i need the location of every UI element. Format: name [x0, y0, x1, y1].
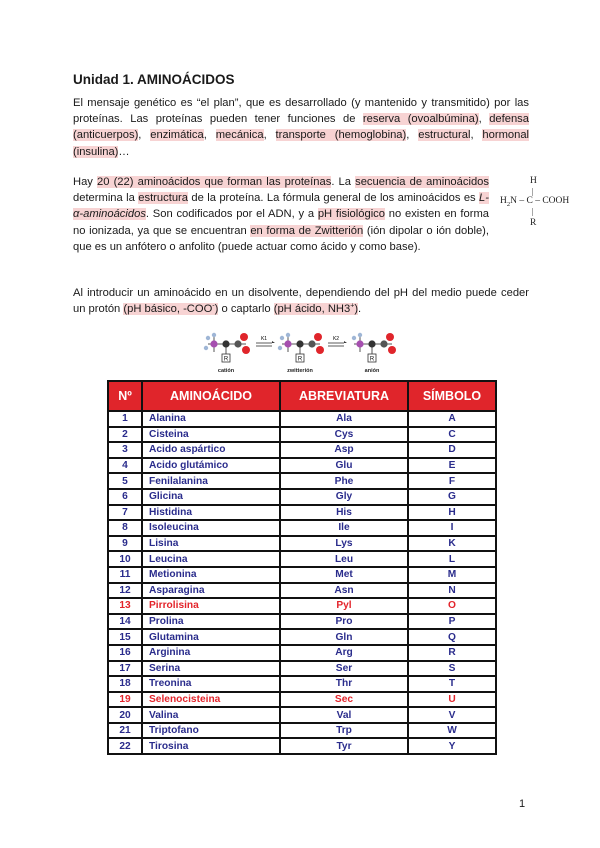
- cell-aminoacid: Cisteina: [142, 427, 280, 443]
- text-run: ,: [203, 129, 216, 142]
- cell-abbreviation: Pyl: [280, 598, 408, 614]
- highlight-estructural: estructural: [418, 129, 471, 142]
- cell-number: 16: [108, 645, 142, 661]
- header-aminoacid: AMINOÁCIDO: [142, 381, 280, 411]
- k2-label: K2: [332, 336, 340, 342]
- formula-h-top: H: [530, 176, 537, 186]
- zwitterion-molecule: [278, 333, 324, 363]
- cation-label: catión: [217, 368, 235, 374]
- cell-symbol: S: [408, 661, 496, 677]
- table-row: [108, 442, 496, 458]
- table-row: [108, 661, 496, 677]
- text-run: ,: [478, 113, 490, 126]
- ionization-diagram: [200, 330, 400, 374]
- k2-arrow: [328, 336, 347, 346]
- cell-aminoacid: Valina: [142, 707, 280, 723]
- table-row: [108, 489, 496, 505]
- formula-chain: N – C – COOH: [510, 196, 570, 206]
- cell-abbreviation: Tyr: [280, 738, 408, 754]
- cell-aminoacid: Metionina: [142, 567, 280, 583]
- formula-subscript: 2: [506, 200, 511, 208]
- table-row: [108, 473, 496, 489]
- cell-aminoacid: Serina: [142, 661, 280, 677]
- text-run: (pH básico, -COO: [123, 303, 213, 316]
- highlight-ph-basico: [123, 303, 218, 315]
- cell-abbreviation: Lys: [280, 536, 408, 552]
- cell-abbreviation: Ser: [280, 661, 408, 677]
- text-run: . La: [331, 176, 356, 188]
- header-symbol: SÍMBOLO: [408, 381, 496, 411]
- cell-aminoacid: Lisina: [142, 536, 280, 552]
- highlight-hormonal: hormonal (insulina): [73, 129, 530, 158]
- cell-symbol: I: [408, 520, 496, 536]
- text-run: ): [354, 303, 359, 316]
- cell-symbol: D: [408, 442, 496, 458]
- table-row: [108, 723, 496, 739]
- cell-symbol: M: [408, 567, 496, 583]
- cell-number: 8: [108, 520, 142, 536]
- cell-aminoacid: Leucina: [142, 551, 280, 567]
- cell-symbol: F: [408, 473, 496, 489]
- cell-abbreviation: Phe: [280, 473, 408, 489]
- cell-number: 20: [108, 707, 142, 723]
- cell-number: 1: [108, 411, 142, 427]
- table-row: [108, 692, 496, 708]
- intro-paragraph: [73, 95, 529, 160]
- text-run: (pH ácido, NH3: [273, 303, 351, 316]
- cell-aminoacid: Tirosina: [142, 738, 280, 754]
- k1-label: K1: [260, 336, 268, 342]
- text-run: Hay: [73, 176, 98, 188]
- highlight-20-aminoacids: 20 (22) aminoácidos que forman las proteínas: [97, 176, 332, 188]
- text-run: ): [214, 303, 219, 316]
- cell-aminoacid: Arginina: [142, 645, 280, 661]
- cell-abbreviation: Gln: [280, 629, 408, 645]
- zwitterion-label: zwitterión: [287, 368, 313, 374]
- cell-number: 6: [108, 489, 142, 505]
- table-row: [108, 676, 496, 692]
- diagram-r-label: R: [369, 356, 375, 363]
- cell-number: 22: [108, 738, 142, 754]
- cell-abbreviation: Ile: [280, 520, 408, 536]
- cell-symbol: G: [408, 489, 496, 505]
- cell-aminoacid: Histidina: [142, 505, 280, 521]
- cell-aminoacid: Selenocisteina: [142, 692, 280, 708]
- cell-abbreviation: Leu: [280, 551, 408, 567]
- formula-bond-bottom: |: [532, 207, 534, 216]
- text-run: .: [358, 303, 362, 316]
- cell-number: 3: [108, 442, 142, 458]
- diagram-r-label: R: [223, 356, 229, 363]
- cell-symbol: P: [408, 614, 496, 630]
- anion-label: anión: [364, 368, 380, 374]
- text-run: El mensaje genético es “el plan”, que es desarrollado (y mantenido y transmitido) por las proteínas. Las proteínas pueden tener funciones de: [73, 97, 529, 126]
- cell-abbreviation: Ala: [280, 411, 408, 427]
- cell-symbol: N: [408, 583, 496, 599]
- superscript: +: [350, 302, 355, 310]
- cell-symbol: A: [408, 411, 496, 427]
- table-row: [108, 738, 496, 754]
- cell-number: 10: [108, 551, 142, 567]
- cell-abbreviation: Pro: [280, 614, 408, 630]
- cell-aminoacid: Isoleucina: [142, 520, 280, 536]
- cell-number: 19: [108, 692, 142, 708]
- table-row: [108, 411, 496, 427]
- table-row: [108, 458, 496, 474]
- cell-abbreviation: Thr: [280, 676, 408, 692]
- cell-symbol: C: [408, 427, 496, 443]
- cell-symbol: R: [408, 645, 496, 661]
- header-abbreviation: ABREVIATURA: [280, 381, 408, 411]
- header-number: Nº: [108, 381, 142, 411]
- text-run: no existen en forma no ionizada, ya que se encuentran: [73, 208, 489, 237]
- unit-title: Unidad 1. AMINOÁCIDOS: [73, 72, 235, 87]
- page-number: 1: [519, 798, 526, 810]
- cell-number: 5: [108, 473, 142, 489]
- table-row: [108, 427, 496, 443]
- cell-number: 4: [108, 458, 142, 474]
- table-row: [108, 536, 496, 552]
- cell-number: 12: [108, 583, 142, 599]
- highlight-transporte: transporte (hemoglobina): [275, 129, 407, 142]
- cell-symbol: E: [408, 458, 496, 474]
- highlight-mecanica: mecánica: [215, 129, 264, 142]
- cell-number: 7: [108, 505, 142, 521]
- text-run: determina la: [73, 192, 139, 205]
- text-run: ,: [263, 129, 276, 142]
- cell-aminoacid: Treonina: [142, 676, 280, 692]
- cell-abbreviation: Sec: [280, 692, 408, 708]
- cell-abbreviation: Arg: [280, 645, 408, 661]
- text-run: . Son codificados por el ADN, y a: [145, 208, 318, 221]
- cell-aminoacid: Glicina: [142, 489, 280, 505]
- cell-symbol: T: [408, 676, 496, 692]
- cell-abbreviation: Gly: [280, 489, 408, 505]
- highlight-ph-fisiologico: pH fisiológico: [317, 208, 386, 221]
- cation-molecule: [204, 333, 250, 363]
- text-run: o captarlo: [218, 303, 274, 316]
- cell-aminoacid: Alanina: [142, 411, 280, 427]
- cell-number: 21: [108, 723, 142, 739]
- ionization-paragraph: [73, 285, 529, 317]
- cell-number: 18: [108, 676, 142, 692]
- k1-arrow: [256, 336, 275, 346]
- cell-symbol: H: [408, 505, 496, 521]
- cell-number: 2: [108, 427, 142, 443]
- cell-number: 17: [108, 661, 142, 677]
- cell-aminoacid: Prolina: [142, 614, 280, 630]
- amino-acid-general-formula: [500, 176, 590, 234]
- cell-abbreviation: Met: [280, 567, 408, 583]
- text-run: ,: [470, 129, 483, 142]
- cell-number: 14: [108, 614, 142, 630]
- cell-aminoacid: Pirrolisina: [142, 598, 280, 614]
- cell-abbreviation: Cys: [280, 427, 408, 443]
- table-row: [108, 583, 496, 599]
- table-row: [108, 707, 496, 723]
- cell-symbol: W: [408, 723, 496, 739]
- highlight-l-alpha: L-α-aminoácidos: [73, 192, 489, 221]
- formula-bond-top: |: [532, 187, 534, 196]
- table-row: [108, 614, 496, 630]
- cell-abbreviation: Glu: [280, 458, 408, 474]
- cell-symbol: V: [408, 707, 496, 723]
- amino-acid-table: [107, 380, 497, 755]
- cell-abbreviation: His: [280, 505, 408, 521]
- cell-number: 13: [108, 598, 142, 614]
- cell-abbreviation: Trp: [280, 723, 408, 739]
- text-run: Al introducir un aminoácido en un disolvente, dependiendo del pH del medio puede ceder un protón: [73, 287, 529, 316]
- cell-aminoacid: Fenilalanina: [142, 473, 280, 489]
- anion-molecule: [352, 333, 396, 363]
- table-row: [108, 505, 496, 521]
- highlight-defensa: defensa (anticuerpos): [73, 113, 529, 142]
- cell-symbol: O: [408, 598, 496, 614]
- cell-number: 9: [108, 536, 142, 552]
- table-header-row: [108, 381, 496, 411]
- cell-symbol: Q: [408, 629, 496, 645]
- table-row: [108, 567, 496, 583]
- highlight-ph-acido: [274, 303, 358, 315]
- text-run: …: [118, 145, 130, 158]
- text-run: (ión dipolar o ión doble), que es un anfótero o anfolito (puede actuar como ácido y como base).: [73, 224, 489, 253]
- cell-aminoacid: Glutamina: [142, 629, 280, 645]
- superscript: -: [212, 302, 215, 310]
- aminoacids-paragraph: [73, 174, 489, 255]
- table-row: [108, 520, 496, 536]
- cell-symbol: L: [408, 551, 496, 567]
- text-run: de la proteína. La fórmula general de los aminoácidos es: [188, 192, 480, 205]
- formula-h: H: [500, 196, 507, 206]
- table-row: [108, 598, 496, 614]
- cell-aminoacid: Triptofano: [142, 723, 280, 739]
- cell-symbol: K: [408, 536, 496, 552]
- cell-aminoacid: Acido aspártico: [142, 442, 280, 458]
- highlight-zwitterion: en forma de Zwitterión: [250, 224, 364, 237]
- cell-symbol: Y: [408, 738, 496, 754]
- highlight-estructura: estructura: [138, 192, 188, 205]
- highlight-enzimatica: enzimática: [150, 129, 204, 142]
- diagram-r-label: R: [297, 356, 303, 363]
- cell-number: 11: [108, 567, 142, 583]
- cell-abbreviation: Asn: [280, 583, 408, 599]
- text-run: ,: [406, 129, 419, 142]
- formula-main-line: [500, 196, 569, 208]
- cell-abbreviation: Val: [280, 707, 408, 723]
- highlight-secuencia: secuencia de aminoácidos: [355, 176, 489, 188]
- cell-number: 15: [108, 629, 142, 645]
- formula-r: R: [530, 218, 537, 228]
- cell-abbreviation: Asp: [280, 442, 408, 458]
- cell-aminoacid: Acido glutámico: [142, 458, 280, 474]
- cell-aminoacid: Asparagina: [142, 583, 280, 599]
- table-row: [108, 551, 496, 567]
- cell-symbol: U: [408, 692, 496, 708]
- table-row: [108, 629, 496, 645]
- highlight-reserva: reserva (ovoalbúmina): [362, 113, 479, 126]
- table-row: [108, 645, 496, 661]
- text-run: ,: [138, 129, 151, 142]
- table-body: [108, 411, 496, 754]
